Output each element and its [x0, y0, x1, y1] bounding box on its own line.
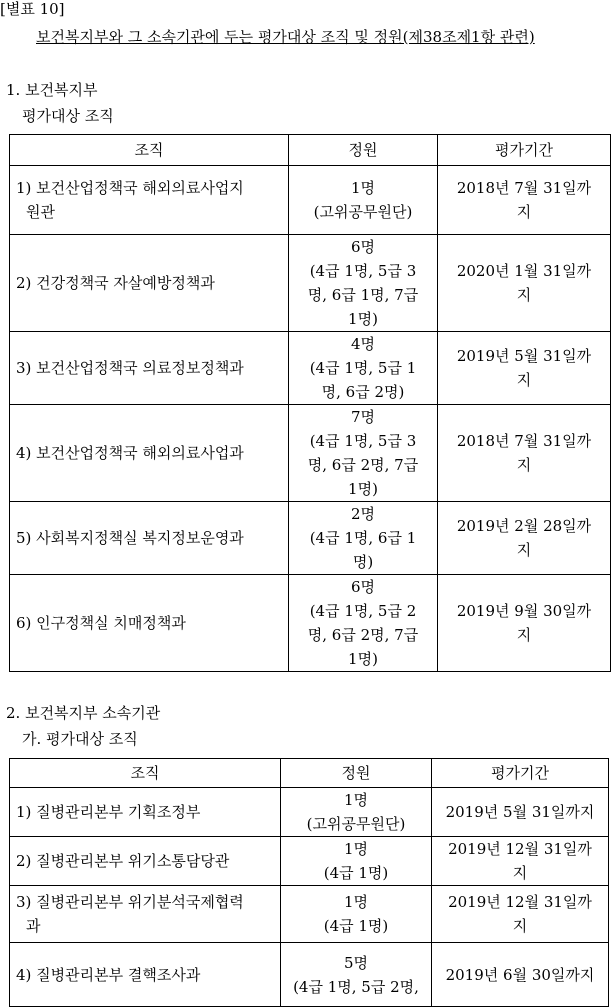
period-cell	[438, 575, 611, 672]
period-cell-line: 지	[516, 286, 532, 304]
org-cell-line: 2) 건강정책국 자살예방정책과	[16, 274, 215, 292]
section2-subheading: 가. 평가대상 조직	[22, 730, 138, 748]
appendix-label: [별표 10]	[0, 0, 65, 18]
staff-cell-line: (4급 1명, 5급 1	[309, 359, 417, 377]
org-cell	[10, 166, 289, 235]
org-cell	[10, 788, 281, 837]
staff-cell-line: 4명	[350, 335, 376, 353]
period-cell-line: 지	[516, 203, 532, 221]
table-row	[10, 332, 611, 405]
period-cell-line: 2019년 5월 31일까지	[445, 803, 595, 821]
period-cell-line: 지	[516, 626, 532, 644]
table-row	[10, 502, 611, 575]
period-cell-line: 2019년 2월 28일까	[456, 517, 592, 535]
staff-cell-line: (4급 1명, 5급 2명,	[293, 977, 419, 996]
org-cell-line: 1) 보건산업정책국 해외의료사업지	[16, 179, 244, 197]
staff-cell-line: 1명)	[348, 310, 378, 328]
staff-cell-line: 1명	[343, 840, 369, 858]
staff-cell	[289, 575, 438, 672]
staff-cell-line: 2명	[350, 505, 376, 523]
staff-cell-line: 1명)	[348, 480, 378, 498]
org-cell-line: 6) 인구정책실 치매정책과	[16, 614, 186, 632]
staff-cell	[289, 502, 438, 575]
staff-cell-line: 1명	[343, 791, 369, 809]
table-row	[10, 575, 611, 672]
section1-heading: 1. 보건복지부	[6, 81, 98, 99]
period-cell	[432, 788, 609, 837]
org-cell	[10, 886, 281, 943]
staff-cell-line: 1명)	[348, 650, 378, 668]
table-row	[10, 166, 611, 235]
period-cell	[438, 502, 611, 575]
staff-cell-line: (고위공무원단)	[306, 815, 406, 833]
staff-cell-line: 명, 6급 2명)	[321, 383, 405, 401]
period-cell-line: 지	[512, 864, 528, 882]
org-cell	[10, 943, 281, 1007]
document-title: 보건복지부와 그 소속기관에 두는 평가대상 조직 및 정원(제38조제1항 관련)	[36, 28, 535, 46]
org-cell-line: 1) 질병관리본부 기획조정부	[16, 803, 201, 821]
org-cell-line: 2) 질병관리본부 위기소통담당관	[16, 852, 230, 870]
period-cell-line: 2018년 7월 31일까	[456, 432, 592, 450]
column-header-org: 조직	[10, 759, 281, 788]
table-header-row	[10, 135, 611, 166]
org-cell	[10, 575, 289, 672]
org-cell	[10, 502, 289, 575]
staff-cell	[289, 405, 438, 502]
staff-cell-line: 1명	[343, 893, 369, 911]
org-cell	[10, 837, 281, 886]
table-row	[10, 405, 611, 502]
org-cell-line: 3) 보건산업정책국 의료정보정책과	[16, 359, 244, 377]
org-cell-line: 4) 보건산업정책국 해외의료사업과	[16, 444, 244, 462]
period-cell-line: 2019년 5월 31일까	[456, 347, 592, 365]
staff-cell-line: 6명	[350, 578, 376, 596]
period-cell	[432, 943, 609, 1007]
staff-cell-line: (4급 1명, 6급 1	[309, 529, 417, 547]
table-row	[10, 943, 609, 1007]
staff-cell-line: 1명	[350, 179, 376, 197]
org-cell-line: 3) 질병관리본부 위기분석국제협력	[16, 893, 244, 911]
staff-cell-line: 명)	[352, 553, 374, 571]
column-header-org: 조직	[10, 135, 289, 166]
staff-cell-line: 7명	[350, 408, 376, 426]
org-cell	[10, 405, 289, 502]
table-header-row	[10, 759, 609, 788]
period-cell	[432, 886, 609, 943]
staff-cell-line: (4급 1명, 5급 2	[309, 602, 417, 620]
staff-cell-line: (고위공무원단)	[313, 203, 413, 221]
staff-cell	[281, 886, 432, 943]
staff-cell	[289, 166, 438, 235]
period-cell-line: 지	[512, 917, 528, 935]
org-cell-line: 과	[26, 917, 41, 935]
staff-cell-line: (4급 1명)	[323, 864, 389, 882]
staff-cell-line: 5명	[343, 953, 369, 972]
org-cell	[10, 235, 289, 332]
column-header-staff: 정원	[281, 759, 432, 788]
staff-cell-line: (4급 1명, 5급 3	[309, 432, 417, 450]
org-cell-line: 5) 사회복지정책실 복지정보운영과	[16, 529, 244, 547]
staff-cell-line: 6명	[350, 238, 376, 256]
table-row	[10, 235, 611, 332]
staff-cell-line: 명, 6급 2명, 7급	[307, 626, 419, 644]
staff-cell-line: (4급 1명)	[323, 917, 389, 935]
period-cell-line: 2019년 6월 30일까지	[445, 965, 595, 984]
staff-cell-line: (4급 1명, 5급 3	[309, 262, 417, 280]
period-cell-line: 2019년 12월 31일까	[448, 840, 592, 858]
period-cell	[432, 837, 609, 886]
org-cell-line: 원관	[26, 203, 55, 221]
period-cell-line: 2018년 7월 31일까	[456, 179, 592, 197]
period-cell	[438, 235, 611, 332]
period-cell-line: 2020년 1월 31일까	[456, 262, 592, 280]
period-cell-line: 지	[516, 371, 532, 389]
section2-heading: 2. 보건복지부 소속기관	[6, 704, 161, 722]
period-cell-line: 지	[516, 541, 532, 559]
section1-subheading: 평가대상 조직	[22, 107, 114, 125]
section2-table	[9, 758, 609, 1007]
table-row	[10, 886, 609, 943]
period-cell	[438, 405, 611, 502]
org-cell-line: 4) 질병관리본부 결핵조사과	[16, 965, 201, 984]
period-cell-line: 2019년 12월 31일까	[448, 893, 592, 911]
staff-cell-line: 명, 6급 2명, 7급	[307, 456, 419, 474]
period-cell	[438, 332, 611, 405]
staff-cell-line: 명, 6급 1명, 7급	[307, 286, 419, 304]
column-header-period: 평가기간	[438, 135, 611, 166]
table-row	[10, 837, 609, 886]
period-cell-line: 지	[516, 456, 532, 474]
period-cell-line: 2019년 9월 30일까	[456, 602, 592, 620]
staff-cell	[281, 943, 432, 1007]
staff-cell	[281, 837, 432, 886]
staff-cell	[289, 332, 438, 405]
period-cell	[438, 166, 611, 235]
org-cell	[10, 332, 289, 405]
staff-cell	[289, 235, 438, 332]
column-header-staff: 정원	[289, 135, 438, 166]
staff-cell	[281, 788, 432, 837]
table-row	[10, 788, 609, 837]
column-header-period: 평가기간	[432, 759, 609, 788]
section1-table	[9, 134, 611, 672]
